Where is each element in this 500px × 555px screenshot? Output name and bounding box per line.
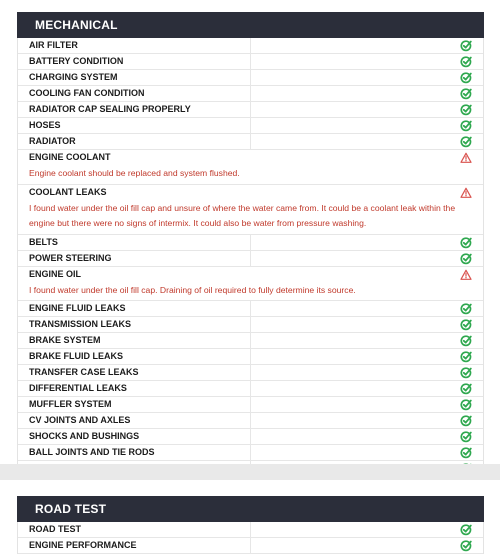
check-circle-icon <box>460 415 472 427</box>
inspection-row <box>18 86 483 102</box>
check-circle-icon <box>460 104 472 116</box>
item-status <box>250 267 483 282</box>
road-test-section <box>17 496 484 554</box>
check-circle-icon <box>460 136 472 148</box>
check-circle-icon <box>460 40 472 52</box>
inspection-row <box>18 349 483 365</box>
inspection-row <box>18 429 483 445</box>
item-status <box>251 86 483 101</box>
inspection-row <box>18 365 483 381</box>
inspection-row <box>18 267 483 302</box>
inspection-row <box>18 102 483 118</box>
item-label: POWER STEERING <box>18 251 251 266</box>
item-label: BRAKE SYSTEM <box>18 333 251 348</box>
item-label: TRANSMISSION LEAKS <box>18 317 251 332</box>
inspection-row <box>18 397 483 413</box>
item-label: CV JOINTS AND AXLES <box>18 413 251 428</box>
check-circle-icon <box>460 56 472 68</box>
item-label: ROAD TEST <box>18 522 251 537</box>
inspection-row <box>18 333 483 349</box>
item-status <box>250 150 483 165</box>
warning-triangle-icon <box>460 152 472 164</box>
item-label: AIR FILTER <box>18 38 251 53</box>
item-status <box>251 38 483 53</box>
check-circle-icon <box>460 447 472 459</box>
item-label: RADIATOR <box>18 134 251 149</box>
item-label: ENGINE FLUID LEAKS <box>18 301 251 316</box>
item-note: I found water under the oil fill cap and unsure of where the water came from. It could be a coolant leak within the engine but there were no signs of intermix. It could also be water from pressure washing. <box>29 202 456 228</box>
check-circle-icon <box>460 303 472 315</box>
item-status <box>251 118 483 133</box>
item-label: BELTS <box>18 235 251 250</box>
item-label: COOLING FAN CONDITION <box>18 86 251 101</box>
item-label: ENGINE COOLANT <box>29 152 111 162</box>
check-circle-icon <box>460 351 472 363</box>
inspection-row <box>18 413 483 429</box>
item-status <box>251 522 483 537</box>
item-label: BATTERY CONDITION <box>18 54 251 69</box>
section-title: MECHANICAL <box>17 12 484 38</box>
item-status <box>250 185 483 200</box>
check-circle-icon <box>460 72 472 84</box>
section-title: ROAD TEST <box>17 496 484 522</box>
item-status <box>251 301 483 316</box>
item-status <box>251 413 483 428</box>
inspection-row <box>18 118 483 134</box>
check-circle-icon <box>460 367 472 379</box>
check-circle-icon <box>460 335 472 347</box>
item-status <box>251 349 483 364</box>
item-status <box>251 365 483 380</box>
check-circle-icon <box>460 319 472 331</box>
warning-triangle-icon <box>460 187 472 199</box>
road-test-items <box>17 522 484 554</box>
check-circle-icon <box>460 88 472 100</box>
item-status <box>251 102 483 117</box>
item-label: TRANSFER CASE LEAKS <box>18 365 251 380</box>
inspection-row <box>18 54 483 70</box>
item-note: Engine coolant should be replaced and system flushed. <box>29 168 240 178</box>
item-status <box>251 235 483 250</box>
mechanical-section <box>17 12 484 477</box>
check-circle-icon <box>460 383 472 395</box>
item-status <box>251 429 483 444</box>
warning-triangle-icon <box>460 269 472 281</box>
inspection-row <box>18 134 483 150</box>
check-circle-icon <box>460 120 472 132</box>
inspection-row <box>18 70 483 86</box>
item-status <box>251 397 483 412</box>
inspection-row <box>18 301 483 317</box>
item-label: ENGINE PERFORMANCE <box>18 538 251 553</box>
item-label: RADIATOR CAP SEALING PROPERLY <box>18 102 251 117</box>
check-circle-icon <box>460 399 472 411</box>
item-status <box>251 251 483 266</box>
inspection-row <box>18 38 483 54</box>
item-label: BRAKE FLUID LEAKS <box>18 349 251 364</box>
item-note: I found water under the oil fill cap. Draining of oil required to fully determine its source. <box>29 284 356 295</box>
item-status <box>251 333 483 348</box>
inspection-row <box>18 381 483 397</box>
item-label: BALL JOINTS AND TIE RODS <box>18 445 251 460</box>
item-label: MUFFLER SYSTEM <box>18 397 251 412</box>
item-status <box>251 538 483 553</box>
item-status <box>251 54 483 69</box>
item-status <box>251 317 483 332</box>
inspection-row <box>18 251 483 267</box>
inspection-row <box>18 538 483 554</box>
item-label: DIFFERENTIAL LEAKS <box>18 381 251 396</box>
check-circle-icon <box>460 524 472 536</box>
check-circle-icon <box>460 431 472 443</box>
item-status <box>251 70 483 85</box>
item-label: HOSES <box>18 118 251 133</box>
item-status <box>251 134 483 149</box>
inspection-row <box>18 185 483 235</box>
item-status <box>251 381 483 396</box>
item-label: COOLANT LEAKS <box>29 186 107 197</box>
inspection-row <box>18 445 483 461</box>
inspection-row <box>18 522 483 538</box>
check-circle-icon <box>460 253 472 265</box>
item-label: ENGINE OIL <box>29 268 82 279</box>
mechanical-items <box>17 38 484 477</box>
inspection-row <box>18 235 483 251</box>
section-divider <box>0 464 500 480</box>
item-label: CHARGING SYSTEM <box>18 70 251 85</box>
item-label: SHOCKS AND BUSHINGS <box>18 429 251 444</box>
check-circle-icon <box>460 540 472 552</box>
item-status <box>251 445 483 460</box>
inspection-row <box>18 317 483 333</box>
check-circle-icon <box>460 237 472 249</box>
inspection-row <box>18 150 483 185</box>
